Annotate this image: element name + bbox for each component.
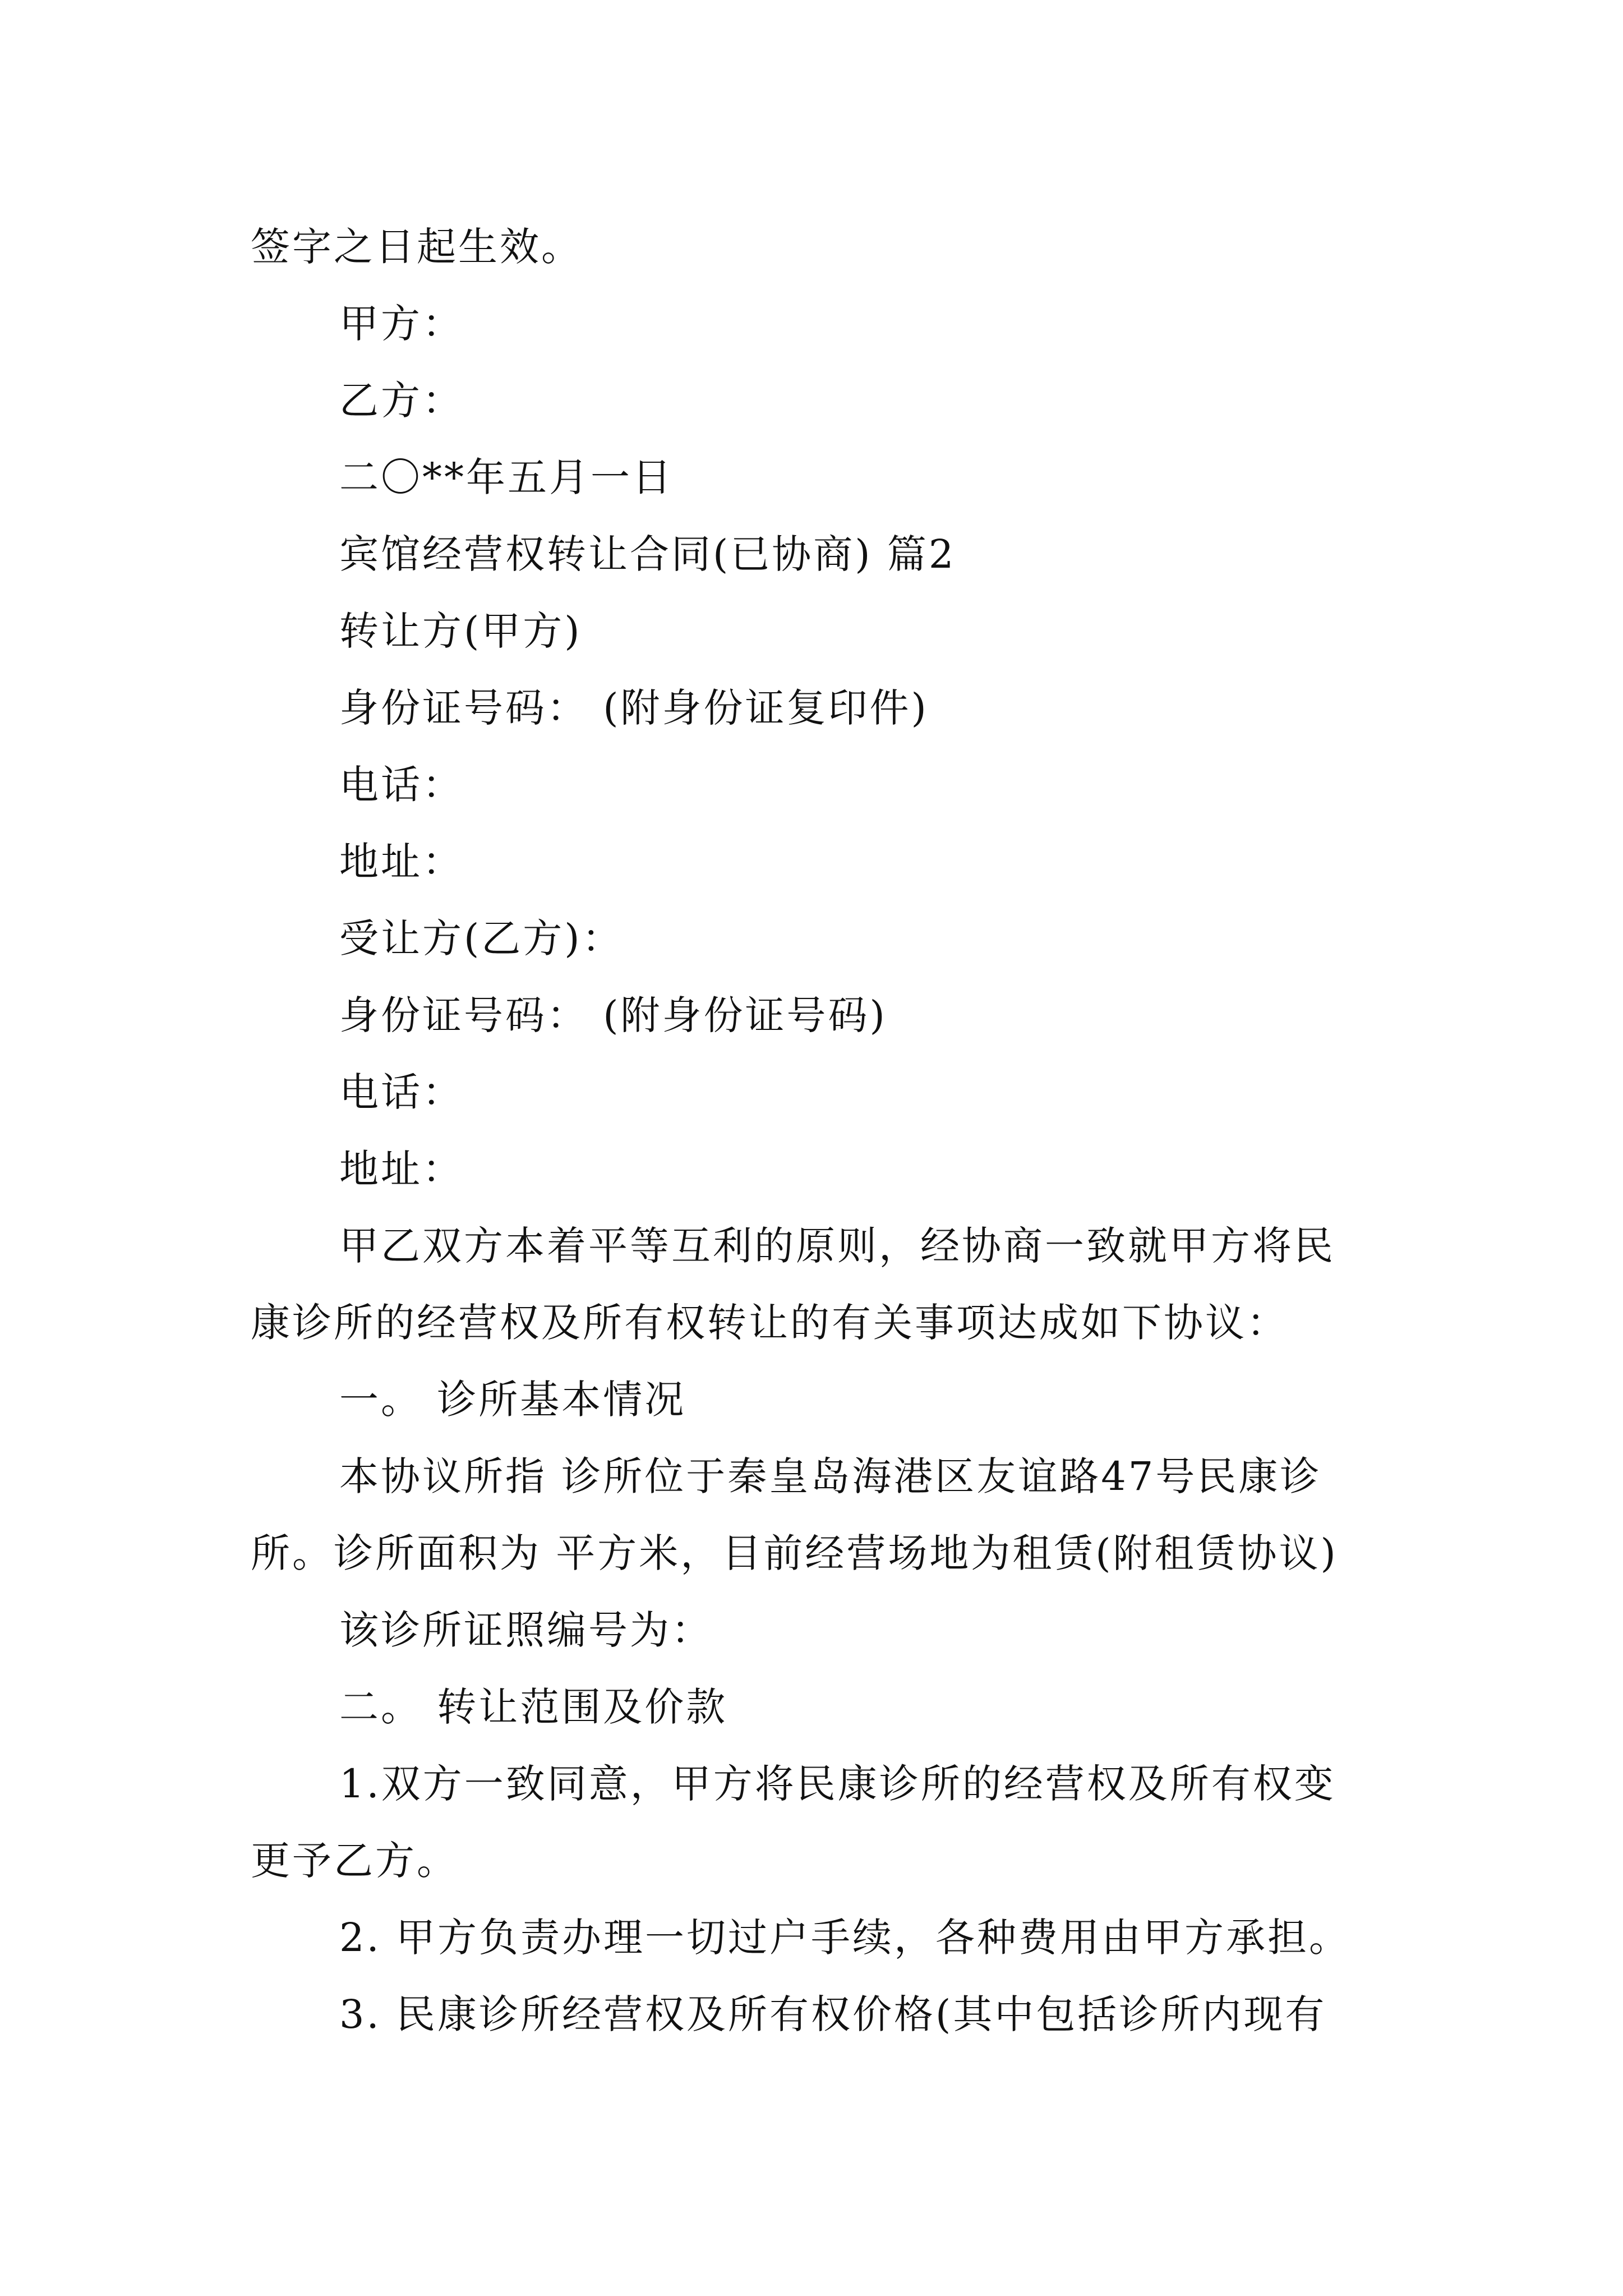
text-line: 1.双方一致同意，甲方将民康诊所的经营权及所有权变 bbox=[339, 1761, 1336, 1807]
text-line: 转让方(甲方) bbox=[339, 608, 582, 654]
text-line: 宾馆经营权转让合同(已协商) 篇2 bbox=[339, 531, 956, 577]
text-line: 受让方(乙方)： bbox=[339, 915, 624, 961]
text-line: 本协议所指 诊所位于秦皇岛海港区友谊路47号民康诊 bbox=[339, 1453, 1322, 1499]
text-line: 签字之日起生效。 bbox=[251, 224, 583, 270]
text-line: 该诊所证照编号为： bbox=[339, 1607, 713, 1653]
text-line: 电话： bbox=[339, 1069, 464, 1115]
text-line: 地址： bbox=[339, 839, 464, 885]
text-line: 电话： bbox=[339, 762, 464, 808]
text-line: 3. 民康诊所经营权及所有权价格(其中包括诊所内现有 bbox=[339, 1991, 1327, 2037]
text-line: 乙方： bbox=[339, 378, 464, 424]
document-body bbox=[251, 209, 1423, 2053]
text-line: 一。 诊所基本情况 bbox=[339, 1377, 686, 1423]
text-line: 所。诊所面积为 平方米，目前经营场地为租赁(附租赁协议) bbox=[251, 1530, 1338, 1576]
text-line: 身份证号码： (附身份证复印件) bbox=[339, 685, 929, 731]
text-line: 甲乙双方本着平等互利的原则，经协商一致就甲方将民 bbox=[339, 1223, 1335, 1269]
text-line: 二〇**年五月一日 bbox=[339, 454, 674, 500]
text-line: 更予乙方。 bbox=[251, 1838, 458, 1884]
text-line: 康诊所的经营权及所有权转让的有关事项达成如下协议： bbox=[251, 1300, 1288, 1346]
text-line: 甲方： bbox=[339, 301, 464, 347]
text-line: 身份证号码： (附身份证号码) bbox=[339, 992, 887, 1038]
text-line: 2. 甲方负责办理一切过户手续，各种费用由甲方承担。 bbox=[339, 1915, 1351, 1961]
text-line: 二。 转让范围及价款 bbox=[339, 1684, 728, 1730]
text-line: 地址： bbox=[339, 1146, 464, 1192]
